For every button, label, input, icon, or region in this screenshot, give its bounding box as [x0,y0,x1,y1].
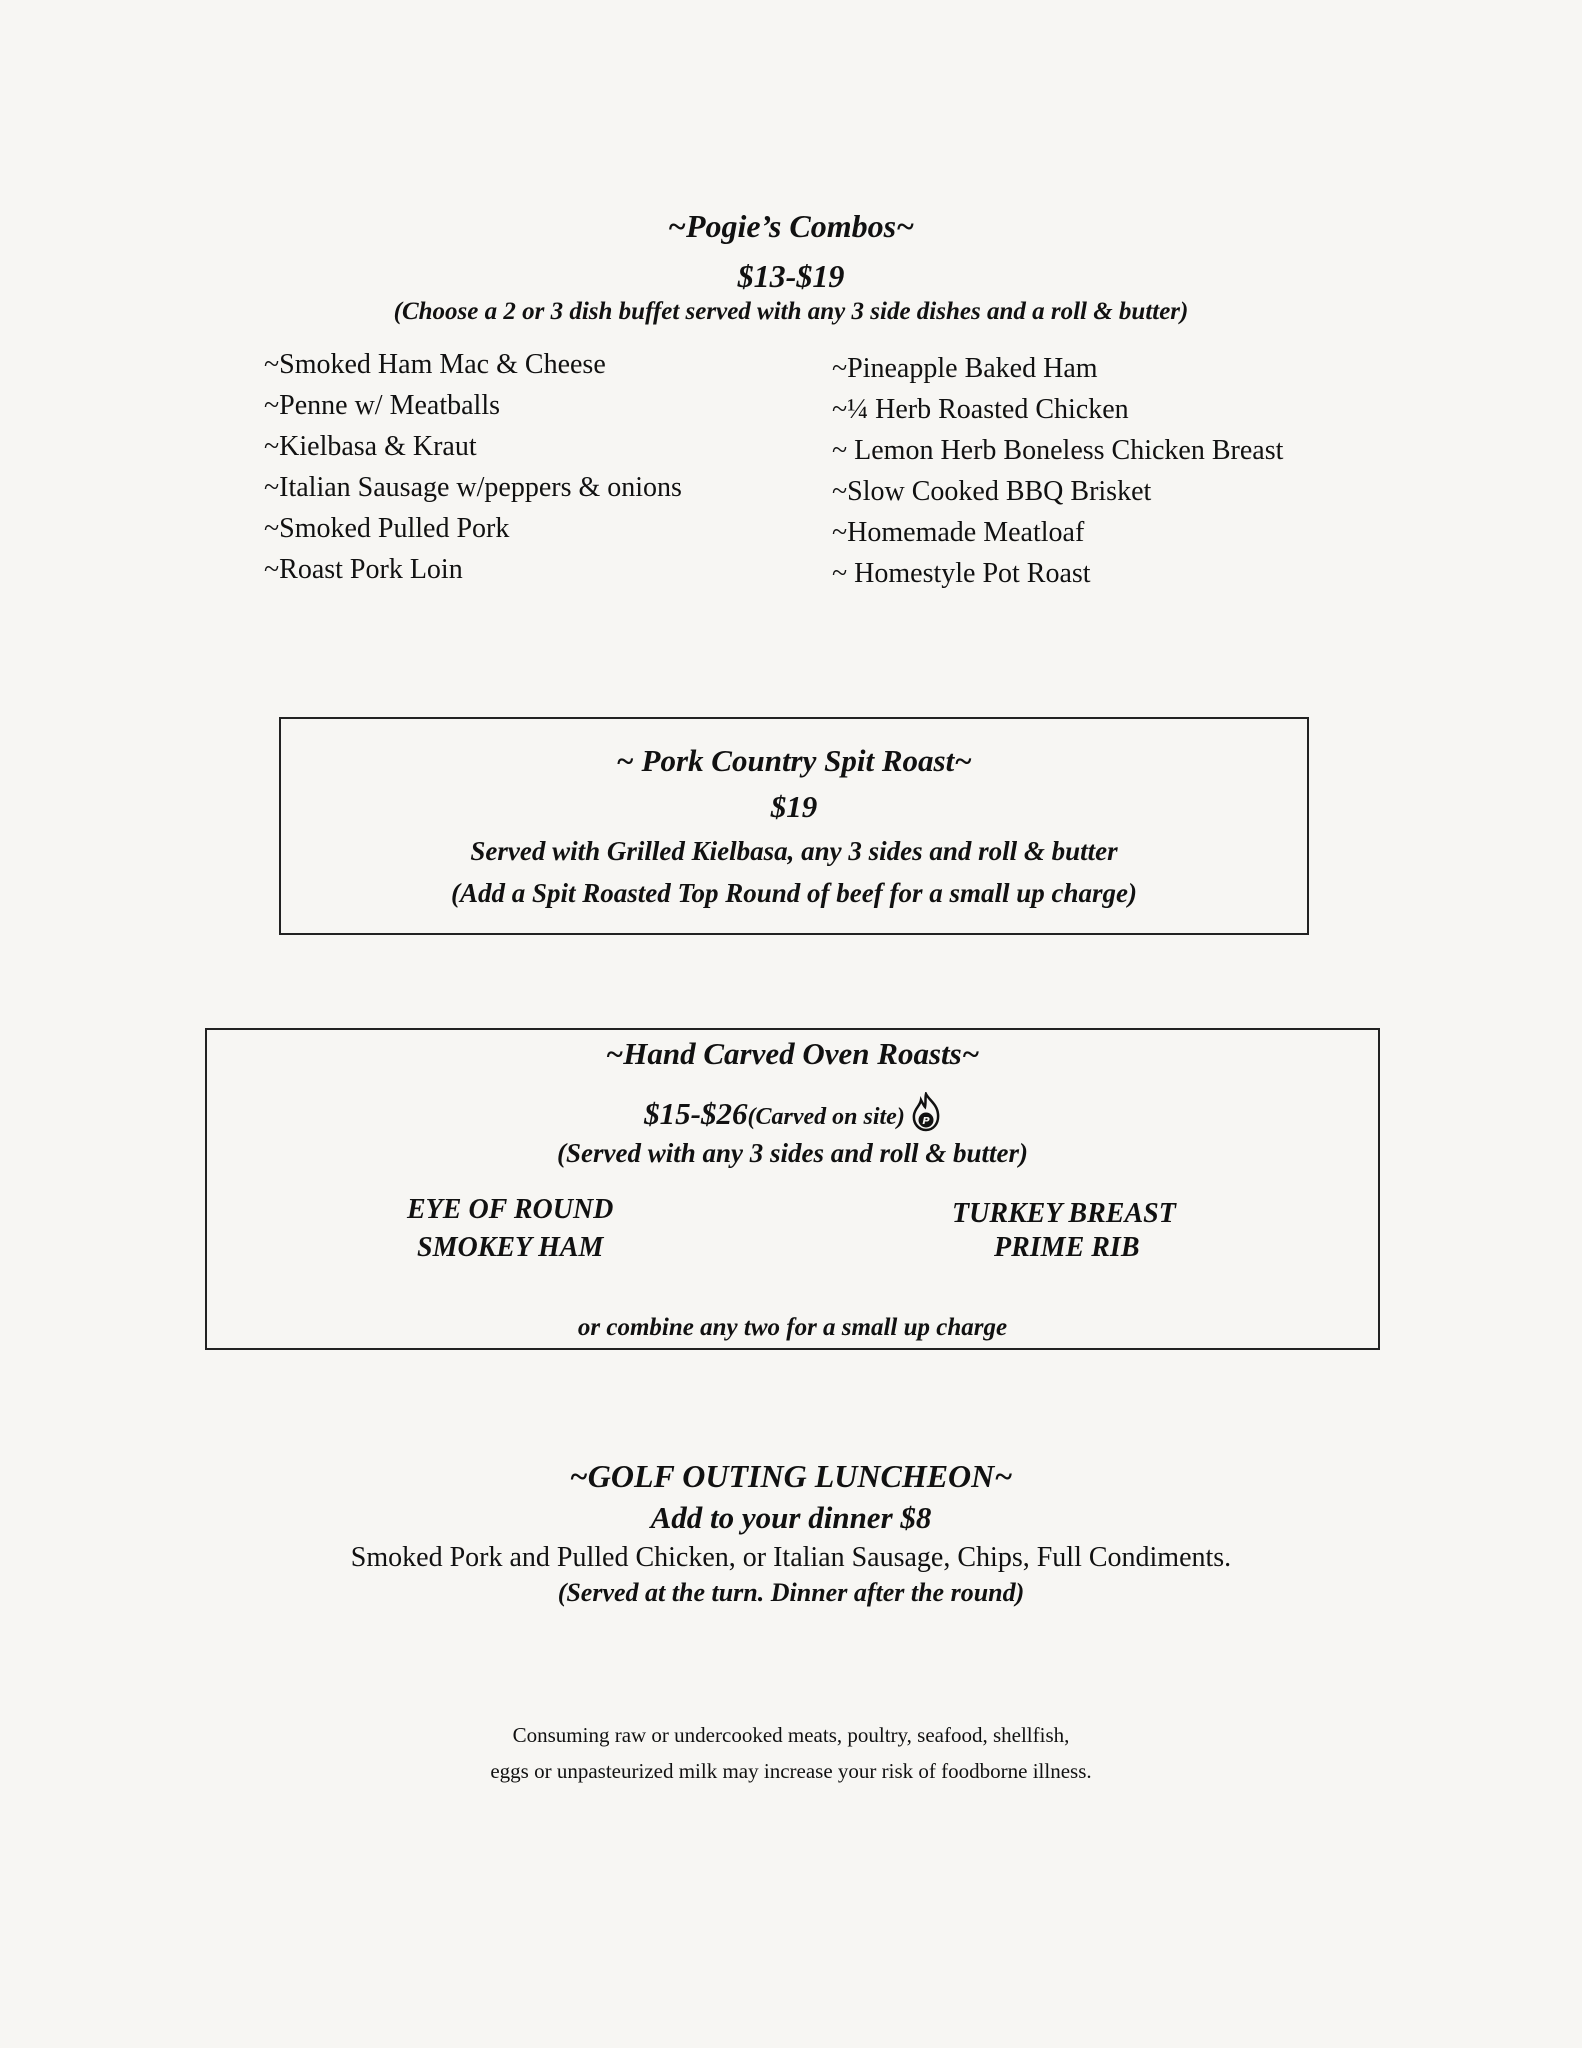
meat-option: TURKEY BREAST [952,1198,1176,1229]
oven-roasts-title: ~Hand Carved Oven Roasts~ [605,1036,980,1071]
oven-roasts-price: $15-$26 [644,1096,748,1131]
p-flame-logo-icon [911,1092,941,1132]
list-item: ~Slow Cooked BBQ Brisket [832,476,1152,507]
carved-note: (Carved on site) [747,1104,905,1130]
oven-roasts-box [205,1028,1380,1350]
list-item: ~Penne w/ Meatballs [264,390,500,421]
list-item: ~Pineapple Baked Ham [832,353,1098,384]
combos-left-list [264,344,682,590]
svg-text:P: P [922,1116,930,1127]
list-item: ~ Homestyle Pot Roast [832,558,1091,589]
golf-add-price: Add to your dinner $8 [650,1500,932,1535]
spit-roast-description: Served with Grilled Kielbasa, any 3 sides and roll & butter [470,836,1118,866]
list-item: ~Homemade Meatloaf [832,517,1085,548]
combos-title: ~Pogie’s Combos~ [667,208,915,244]
oven-roasts-served: (Served with any 3 sides and roll & butter) [556,1138,1029,1168]
golf-note: (Served at the turn. Dinner after the round) [557,1578,1025,1607]
golf-title: ~GOLF OUTING LUNCHEON~ [569,1458,1013,1494]
list-item: ~Italian Sausage w/peppers & onions [264,472,682,503]
combos-price: $13-$19 [737,258,845,294]
list-item: ~Smoked Pulled Pork [264,513,510,544]
list-item: ~ Lemon Herb Boneless Chicken Breast [832,435,1284,466]
combos-note: (Choose a 2 or 3 dish buffet served with any 3 side dishes and a roll & butter) [393,298,1189,325]
disclaimer-line-1: Consuming raw or undercooked meats, poultry, seafood, shellfish, [512,1723,1070,1747]
meat-option: PRIME RIB [994,1232,1140,1263]
spit-roast-title: ~ Pork Country Spit Roast~ [616,743,972,778]
list-item: ~¼ Herb Roasted Chicken [832,394,1129,425]
meat-option: EYE OF ROUND [407,1194,614,1225]
oven-roasts-price-row [207,1092,1378,1132]
golf-description: Smoked Pork and Pulled Chicken, or Italian Sausage, Chips, Full Condiments. [350,1542,1232,1573]
meat-option: SMOKEY HAM [417,1232,604,1263]
combos-right-list [832,348,1283,594]
list-item: ~Kielbasa & Kraut [264,431,477,462]
disclaimer-line-2: eggs or unpasteurized milk may increase your risk of foodborne illness. [490,1759,1092,1783]
spit-roast-add-on: (Add a Spit Roasted Top Round of beef for a small up charge) [450,878,1138,908]
list-item: ~Smoked Ham Mac & Cheese [264,349,606,380]
oven-roasts-combine-note: or combine any two for a small up charge [577,1314,1008,1341]
spit-roast-price: $19 [770,789,818,824]
list-item: ~Roast Pork Loin [264,554,463,585]
spit-roast-box [279,717,1309,935]
